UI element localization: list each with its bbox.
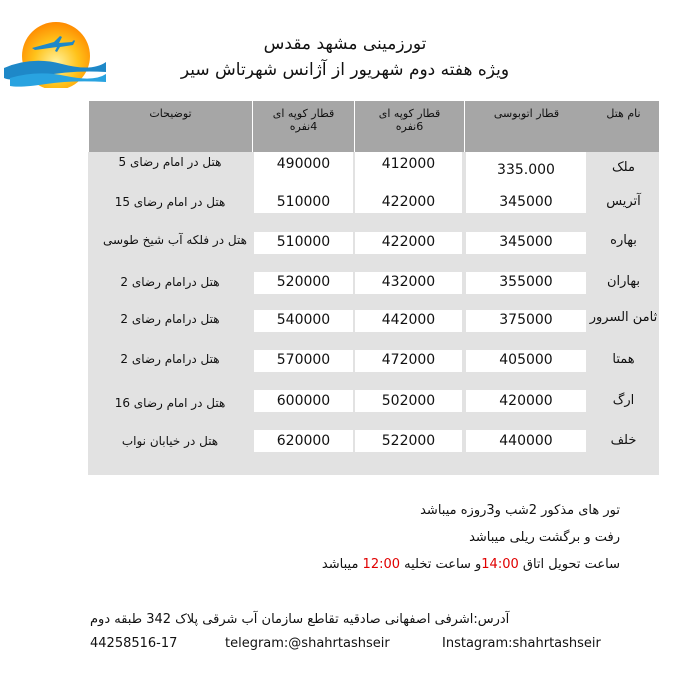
- header-coupe4-sub: 4نفره: [289, 120, 318, 133]
- hotel-description: هتل در فلکه آب شیخ طوسی: [103, 233, 247, 247]
- price-bus: 440000: [499, 433, 553, 449]
- hotel-name: ملک: [612, 160, 635, 175]
- price-coupe4: 510000: [276, 234, 331, 250]
- agency-logo: [2, 18, 106, 88]
- header-desc: [88, 101, 252, 152]
- price-bus: 375000: [499, 312, 553, 328]
- price-coupe4: 510000: [276, 194, 331, 210]
- price-coupe6: 432000: [381, 274, 436, 290]
- hotel-name: ثامن السرور: [589, 310, 658, 325]
- hotel-name: همتا: [612, 352, 635, 367]
- header-coupe4: [252, 101, 354, 152]
- header-hotel-label: نام هتل: [606, 107, 641, 120]
- price-coupe4: 600000: [276, 393, 331, 409]
- price-coupe4: 490000: [276, 156, 331, 172]
- hotel-description: هتل درامام رضای 2: [120, 352, 220, 366]
- price-bus: 345000: [499, 194, 553, 210]
- price-coupe4: 540000: [276, 312, 331, 328]
- telegram-handle[interactable]: telegram:@shahrtashseir: [225, 636, 390, 651]
- checkin-time: 14:00: [481, 557, 519, 572]
- page-title: تورزمینی مشهد مقدس: [263, 34, 427, 54]
- price-bus: 405000: [499, 352, 553, 368]
- hotel-description: هتل درامام رضای 2: [120, 275, 220, 289]
- price-bus: 355000: [499, 274, 553, 290]
- hotel-name: بهاران: [606, 274, 640, 289]
- price-coupe6: 422000: [381, 194, 436, 210]
- hotel-description: هتل در امام رضای 16: [114, 396, 226, 410]
- hotel-description: هتل درامام رضای 2: [120, 312, 220, 326]
- checkin-checkout-note: [322, 557, 620, 572]
- hotel-description: هتل در امام رضای 5: [118, 155, 222, 169]
- price-coupe6: 412000: [381, 156, 436, 172]
- hotel-name: خلف: [610, 433, 637, 448]
- header-desc-label: توضیحات: [149, 107, 192, 120]
- price-bus: 420000: [499, 393, 553, 409]
- price-coupe6: 472000: [381, 352, 436, 368]
- hotel-name: بهاره: [610, 233, 637, 248]
- tour-duration-note: تور های مذکور 2شب و3روزه میباشد: [420, 503, 620, 518]
- price-coupe6: 502000: [381, 393, 436, 409]
- page-subtitle: ویژه هفته دوم شهریور از آژانس شهرتاش سیر: [180, 60, 510, 80]
- checkout-time: 12:00: [362, 557, 401, 572]
- hotel-description: هتل در امام رضای 15: [114, 195, 226, 209]
- header-hotel: [588, 101, 659, 152]
- header-coupe6: [354, 101, 464, 152]
- rail-travel-note: رفت و برگشت ریلی میباشد: [469, 530, 620, 545]
- price-coupe6: 442000: [381, 312, 436, 328]
- price-bus: 335.000: [497, 162, 555, 178]
- phone-number: 44258516-17: [90, 636, 178, 651]
- header-bus-label: قطار اتوبوسی: [493, 107, 560, 120]
- header-bus: [464, 101, 588, 152]
- header-coupe6-label: قطار کوپه ای: [378, 107, 441, 120]
- hotel-description: هتل در خیابان نواب: [121, 434, 219, 448]
- header-coupe6-sub: 6نفره: [395, 120, 424, 133]
- hotel-name: آتریس: [606, 194, 641, 209]
- checkout-label: و ساعت تخلیه: [400, 557, 482, 572]
- price-bus: 345000: [499, 234, 553, 250]
- price-coupe6: 422000: [381, 234, 436, 250]
- price-coupe4: 570000: [276, 352, 331, 368]
- price-coupe6: 522000: [381, 433, 436, 449]
- checkout-suffix: میباشد: [321, 557, 363, 572]
- header-coupe4-label: قطار کوپه ای: [272, 107, 335, 120]
- price-coupe4: 620000: [276, 433, 331, 449]
- agency-address: آدرس:اشرفی اصفهانی صادقیه تقاطع سازمان آب شرقی پلاک 342 طبقه دوم: [90, 612, 510, 627]
- price-coupe4: 520000: [276, 274, 331, 290]
- hotel-name: ارگ: [612, 393, 635, 408]
- checkin-label: ساعت تحویل اتاق: [518, 557, 620, 572]
- instagram-handle[interactable]: Instagram:shahrtashseir: [442, 636, 601, 651]
